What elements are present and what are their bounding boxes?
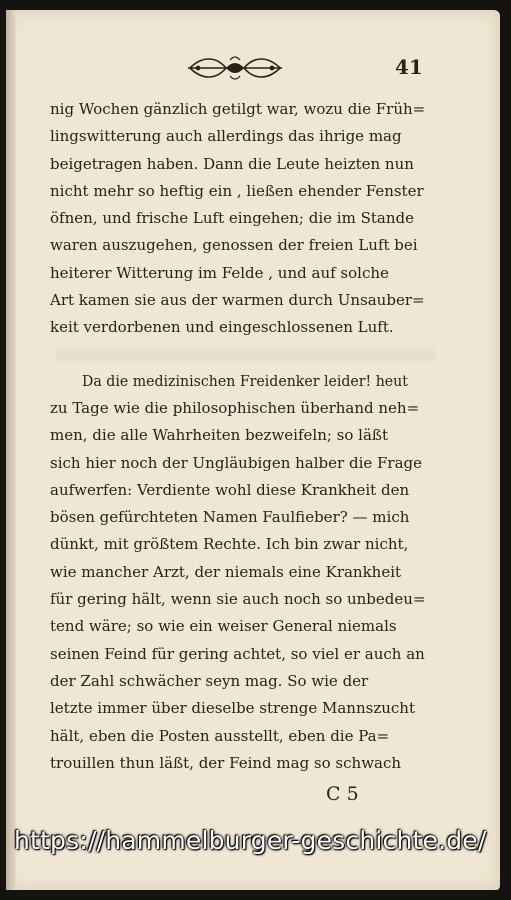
text-line: zu Tage wie die philosophischen überhand neh= [50,398,420,417]
text-line: nig Wochen gänzlich getilgt war, wozu die Früh= [50,100,426,118]
paragraph-2 [50,368,442,777]
text-line: für gering hält, wenn sie auch noch so unbedeu= [50,590,426,609]
paragraph-1 [50,96,442,342]
text-line: tend wäre; so wie ein weiser General niemals [50,617,397,636]
text-line: Da die medizinischen Freidenker leider! heut [82,371,408,390]
text-line: bösen gefürchteten Namen Faulfieber? — mich [50,508,410,527]
text-line: sich hier noch der Ungläubigen halber die Frage [50,453,423,472]
text-line: dünkt, mit größtem Rechte. Ich bin zwar nicht, [50,535,409,554]
text-line: letzte immer über dieselbe strenge Mannszucht [50,699,415,718]
signature-mark: C 5 [326,783,359,805]
text-line: lingswitterung auch allerdings das ihrige mag [50,127,402,146]
text-line: heiterer Witterung im Felde , und auf solche [50,263,389,282]
text-line: wie mancher Arzt, der niemals eine Krankheit [50,562,402,581]
text-line: aufwerfen: Verdiente wohl diese Krankheit den [50,480,410,499]
text-line: der Zahl schwächer seyn mag. So wie der [50,671,369,690]
text-line: beigetragen haben. Dann die Leute heizten nun [50,154,414,173]
text-line: keit verdorbenen und eingeschlossenen Luft. [50,318,394,337]
text-line: nicht mehr so heftig ein , ließen ehender Fenster [50,181,424,200]
text-line: öfnen, und frische Luft eingehen; die im Stande [50,209,414,228]
text-line: seinen Feind für gering achtet, so viel er auch an [50,644,425,663]
body-text [50,96,442,777]
text-line: waren auszugehen, genossen der freien Luft bei [50,236,418,255]
text-line: trouillen thun läßt, der Feind mag so schwach [50,753,402,772]
text-line: Art kamen sie aus der warmen durch Unsauber= [50,291,425,310]
page-spine-shadow [6,10,16,890]
decorative-ornament-icon [186,52,284,84]
text-line: men, die alle Wahrheiten bezweifeln; so läßt [50,426,388,445]
page-number: 41 [395,55,423,79]
watermark-url: https://hammelburger-geschichte.de/ [14,826,487,855]
text-line: hält, eben die Posten ausstellt, eben die Pa= [50,726,390,745]
